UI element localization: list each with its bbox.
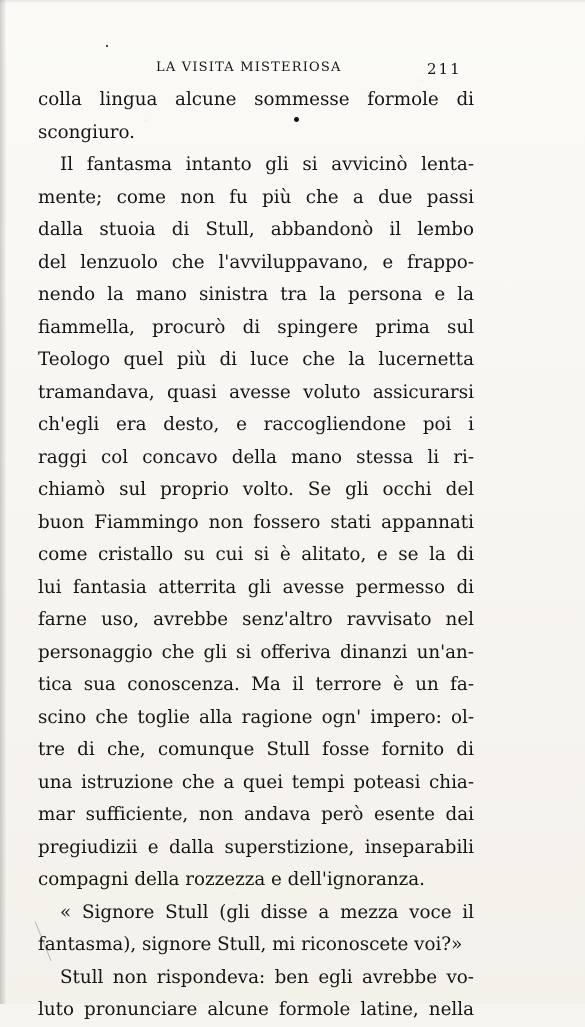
text-line: del lenzuolo che l'avviluppavano, e frappo-: [38, 251, 474, 273]
text-line: chiamò sul proprio volto. Se gli occhi del: [38, 479, 474, 500]
text-line: come cristallo su cui si è alitato, e se la di: [38, 544, 474, 565]
text-line: lui fantasia atterrita gli avesse permesso di: [38, 576, 474, 598]
text-line: Teologo quel più di luce che la lucernetta: [38, 349, 474, 370]
text-line: ch'egli era desto, e raccogliendone poi i: [38, 414, 474, 435]
page-left-shadow: [0, 0, 6, 1004]
text-line: Il fantasma intanto gli si avvicinò lenta-: [60, 154, 474, 175]
text-line: farne uso, avrebbe senz'altro ravvisato nel: [38, 609, 474, 630]
page-header: [0, 60, 585, 82]
text-line: luto pronunciare alcune formole latine, nella: [38, 999, 474, 1020]
text-line: tre di che, comunque Stull fosse fornito di: [38, 739, 474, 760]
text-line: raggi col concavo della mano stessa li ri-: [38, 446, 474, 468]
text-line: dalla stuoia di Stull, abbandonò il lembo: [38, 219, 474, 240]
text-line: scongiuro.: [38, 121, 135, 143]
page-top-shadow: [0, 0, 585, 4]
body-text: [38, 84, 474, 1027]
text-line: scino che toglie alla ragione ogn' impero: ol-: [38, 706, 474, 728]
running-title: LA VISITA MISTERIOSA: [156, 60, 342, 75]
text-line: pregiudizii e dalla superstizione, inseparabili: [38, 836, 474, 858]
text-line: mente; come non fu più che a due passi: [38, 186, 474, 208]
text-line: tramandava, quasi avesse voluto assicurarsi: [38, 381, 474, 403]
text-line: fantasma), signore Stull, mi riconoscete voi?»: [38, 934, 463, 955]
text-line: mar sufficiente, non andava però esente dai: [38, 804, 474, 825]
text-line: personaggio che gli si offeriva dinanzi un'an-: [38, 641, 474, 663]
text-line: « Signore Stull (gli disse a mezza voce il: [60, 901, 474, 923]
text-line: fiammella, procurò di spingere prima sul: [38, 316, 474, 338]
text-line: buon Fiammingo non fossero stati appannati: [38, 511, 474, 533]
ink-speck: [106, 45, 108, 47]
text-line: una istruzione che a quei tempi poteasi chia-: [38, 771, 474, 793]
text-line: colla lingua alcune sommesse formole di: [38, 89, 474, 110]
page-number: 211: [427, 60, 462, 78]
text-line: compagni della rozzezza e dell'ignoranza.: [38, 869, 425, 890]
text-line: tica sua conoscenza. Ma il terrore è un fa-: [38, 674, 474, 695]
text-line: Stull non rispondeva: ben egli avrebbe vo-: [60, 966, 474, 988]
text-line: nendo la mano sinistra tra la persona e la: [38, 284, 474, 305]
